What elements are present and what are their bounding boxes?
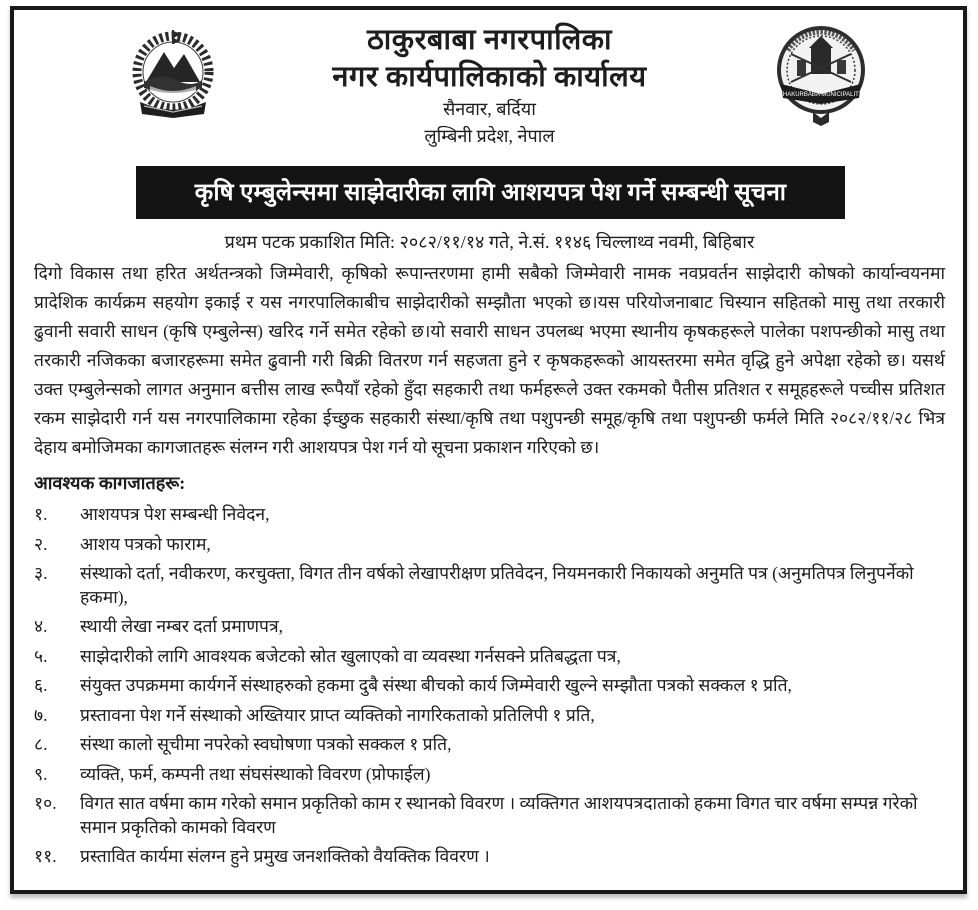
document-list-item [34,763,945,787]
document-item-text: संस्था कालो सूचीमा नपरेको स्वघोषणा पत्रको सक्कल १ प्रति, [80,734,452,754]
thakurbaba-municipality-seal-icon [773,20,869,128]
document-item-text: आशय पत्रको फाराम, [80,533,211,554]
document-item-number: ९. [34,763,48,784]
address-line-2: लुम्बिनी प्रदेश, नेपाल [424,125,555,146]
document-list-item [34,845,945,869]
required-documents-heading: आवश्यक कागजातहरू: [34,473,186,493]
address-line-1: सैनवार, बर्दिया [443,99,536,120]
document-item-number: ३. [34,563,48,583]
document-list-item [34,704,945,728]
document-list-item [34,562,945,609]
required-documents-list [34,503,945,869]
document-list-item [34,615,945,639]
document-header [34,20,945,156]
document-item-text: संस्थाको दर्ता, नवीकरण, करचुक्ता, विगत तीन वर्षको लेखापरीक्षण प्रतिवेदन, नियमनकारी निकायको अनुमति पत्र (अनुमतिपत्र लिनुपर्नेको हकमा), [80,563,914,607]
seal-ribbon-text: THAKURBABA MUNICIPALITY [779,92,863,98]
municipality-name: ठाकुरबाबा नगरपालिका [366,24,613,56]
document-item-number: ७. [34,704,48,725]
document-item-text: प्रस्तावित कार्यमा संलग्न हुने प्रमुख जनशक्तिको वैयक्तिक विवरण । [80,846,490,866]
document-item-text: व्यक्ति, फर्म, कम्पनी तथा संघसंस्थाको विवरण (प्रोफाईल) [80,763,431,784]
publication-date-line: प्रथम पटक प्रकाशित मिति: २०८२/११/१४ गते, ने.सं. ११४६ चिल्लाथ्व नवमी, बिहिबार [224,232,755,252]
document-item-text: आशयपत्र पेश सम्बन्धी निवेदन, [80,504,270,524]
document-item-number: ५. [34,645,48,666]
document-item-text: प्रस्तावना पेश गर्ने संस्थाको अख्तियार प्राप्त व्यक्तिको नागरिकताको प्रतिलिपी १ प्रति, [80,704,595,725]
document-list-item [34,792,945,839]
document-border-frame [10,6,967,894]
document-item-number: १०. [34,793,57,813]
document-item-number: १. [34,504,48,524]
document-item-text: विगत सात वर्षमा काम गरेको समान प्रकृतिको काम र स्थानको विवरण । व्यक्तिगत आशयपत्रदाताको हकमा विगत चार वर्षमा सम्पन्न गरेको समान प्रकृतिको कामको विवरण [80,793,918,837]
document-item-number: २. [34,533,48,554]
document-list-item [34,503,945,527]
document-item-number: ८. [34,734,48,754]
document-list-item [34,674,945,698]
document-item-number: ११. [34,846,57,866]
nepal-government-emblem-icon [120,24,226,126]
document-item-text: स्थायी लेखा नम्बर दर्ता प्रमाणपत्र, [80,616,283,636]
document-item-number: ६. [34,675,48,695]
notice-body-paragraph: दिगो विकास तथा हरित अर्थतन्त्रको जिम्मेवारी, कृषिको रूपान्तरणमा हामी सबैको जिम्मेवारी नामक नवप्रवर्तन साझेदारी कोषको कार्यान्वयनमा प्रादेशिक कार्यक्रम सहयोग इकाई र यस नगरपालिकाबीच साझेदारीको सम्झौता भएको छ।यस परियोजनाबाट चिस्यान सहितको मासु तथा तरकारी ढुवानी सवारी साधन (कृषि एम्बुलेन्स) खरिद गर्ने समेत रहेको छ।यो सवारी साधन उपलब्ध भएमा स्थानीय कृषकहरूले पालेका पशपन्छीको मासु तथा तरकारी नजिकका बजारहरूमा समेत ढुवानी गरी बिक्री वितरण गर्न सहजता हुने र कृषकहरूको आयस्तरमा समेत वृद्धि हुने अपेक्षा रहेको छ। यसर्थ उक्त एम्बुलेन्सको लागत अनुमान बत्तीस लाख रूपैयाँ रहेको हुँदा सहकारी तथा फर्महरूले उक्त रकमको पैतीस प्रतिशत र समूहहरूले पच्चीस प्रतिशत रकम साझेदारी गर्न यस नगरपालिकामा रहेका ईच्छुक सहकारी संस्था/कृषि तथा पशुपन्छी समूह/कृषि तथा पशुपन्छी फर्मले मिति २०८२/११/२८ भित्र देहाय बमोजिमका कागजातहरू संलग्न गरी आशयपत्र पेश गर्न यो सूचना प्रकाशन गरिएको छ। [34,263,945,457]
document-item-number: ४. [34,616,48,636]
notice-title-banner: कृषि एम्बुलेन्समा साझेदारीका लागि आशयपत्र पेश गर्ने सम्बन्धी सूचना [136,166,845,219]
document-item-text: संयुक्त उपक्रममा कार्यगर्ने संस्थाहरुको हकमा दुबै संस्था बीचको कार्य जिम्मेवारी खुल्ने सम्झौता पत्रको सक्कल १ प्रति, [80,675,792,695]
document-list-item [34,645,945,669]
document-item-text: साझेदारीको लागि आवश्यक बजेटको स्रोत खुलाएको वा व्यवस्था गर्नसक्ने प्रतिबद्धता पत्र, [80,645,621,666]
document-list-item [34,733,945,757]
document-list-item [34,533,945,557]
office-name: नगर कार्यपालिकाको कार्यालय [332,61,647,94]
